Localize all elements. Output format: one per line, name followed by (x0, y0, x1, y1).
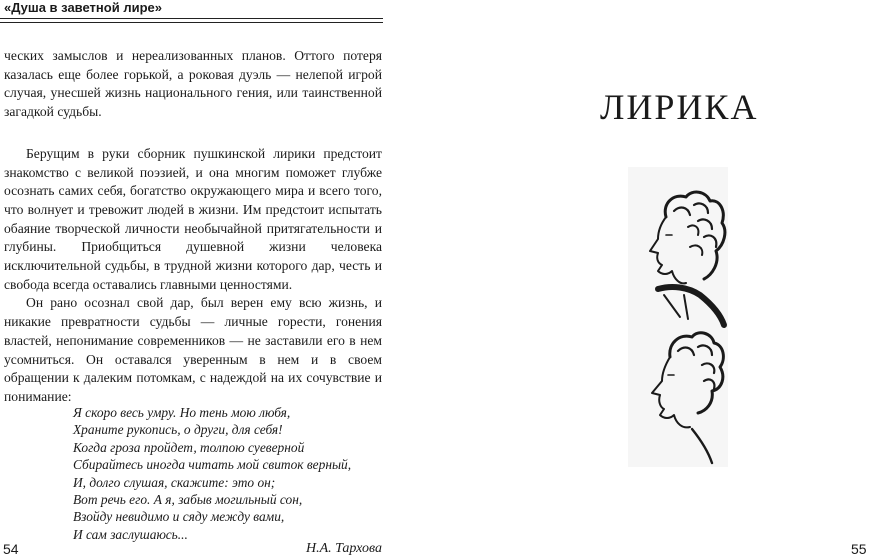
poem-line: Я скоро весь умру. Но тень мою любя, (73, 405, 291, 420)
poem-line: Сбирайтесь иногда читать мой свиток верный, (73, 457, 352, 473)
body-text (4, 47, 382, 407)
poem-line: Когда гроза пройдет, толпою суеверной (73, 439, 305, 455)
poem-quote (73, 404, 351, 543)
running-head: «Душа в заветной лире» (4, 0, 162, 15)
paragraph: Он рано осознал свой дар, был верен ему всю жизнь, и никакие превратности судьбы — личные горести, гонения властей, непонимание современников — не заставили его в нем усомниться. Он оставался уверенным в нем и в своем обращении к далеким потомкам, с надеждой на их сочувствие и понимание: (4, 295, 382, 404)
section-title: ЛИРИКА (600, 87, 759, 127)
pushkin-profile-sketches (628, 167, 728, 467)
poem-line: Взойду невидимо и сяду между вами, (73, 509, 285, 525)
poem-line: Храните рукопись, о други, для себя! (73, 422, 283, 438)
page-number-left: 54 (3, 541, 19, 557)
paragraph: ческих замыслов и нереализованных планов. Оттого потеря казалась еще более горькой, а роковая дуэль — нелепой игрой случая, унесшей жизнь национального гения, или таинственной загадкой судьбы. (4, 48, 382, 120)
page-number-right: 55 (851, 541, 867, 557)
author-name: Н.А. Тархова (305, 541, 382, 556)
paragraph: Берущим в руки сборник пушкинской лирики предстоит знакомство с великой поэзией, и она многим поможет глубже осознать самих себя, богатство окружающего мира и всего того, что волнует и тревожит людей в жизни. Им предстоит испытать обаяние творческой личности необычайной притягательности и глубины. Приобщиться душевной жизни человека исключительной судьбы, в трудной жизни которого дар, честь и свобода всегда оставались главными ценностями. (4, 145, 382, 292)
poem-line: И, долго слушая, скажите: это он; (73, 474, 276, 490)
poem-line: Вот речь его. А я, забыв могильный сон, (73, 492, 303, 508)
header-rule (0, 18, 383, 23)
poem-line: И сам заслушаюсь... (73, 526, 188, 542)
